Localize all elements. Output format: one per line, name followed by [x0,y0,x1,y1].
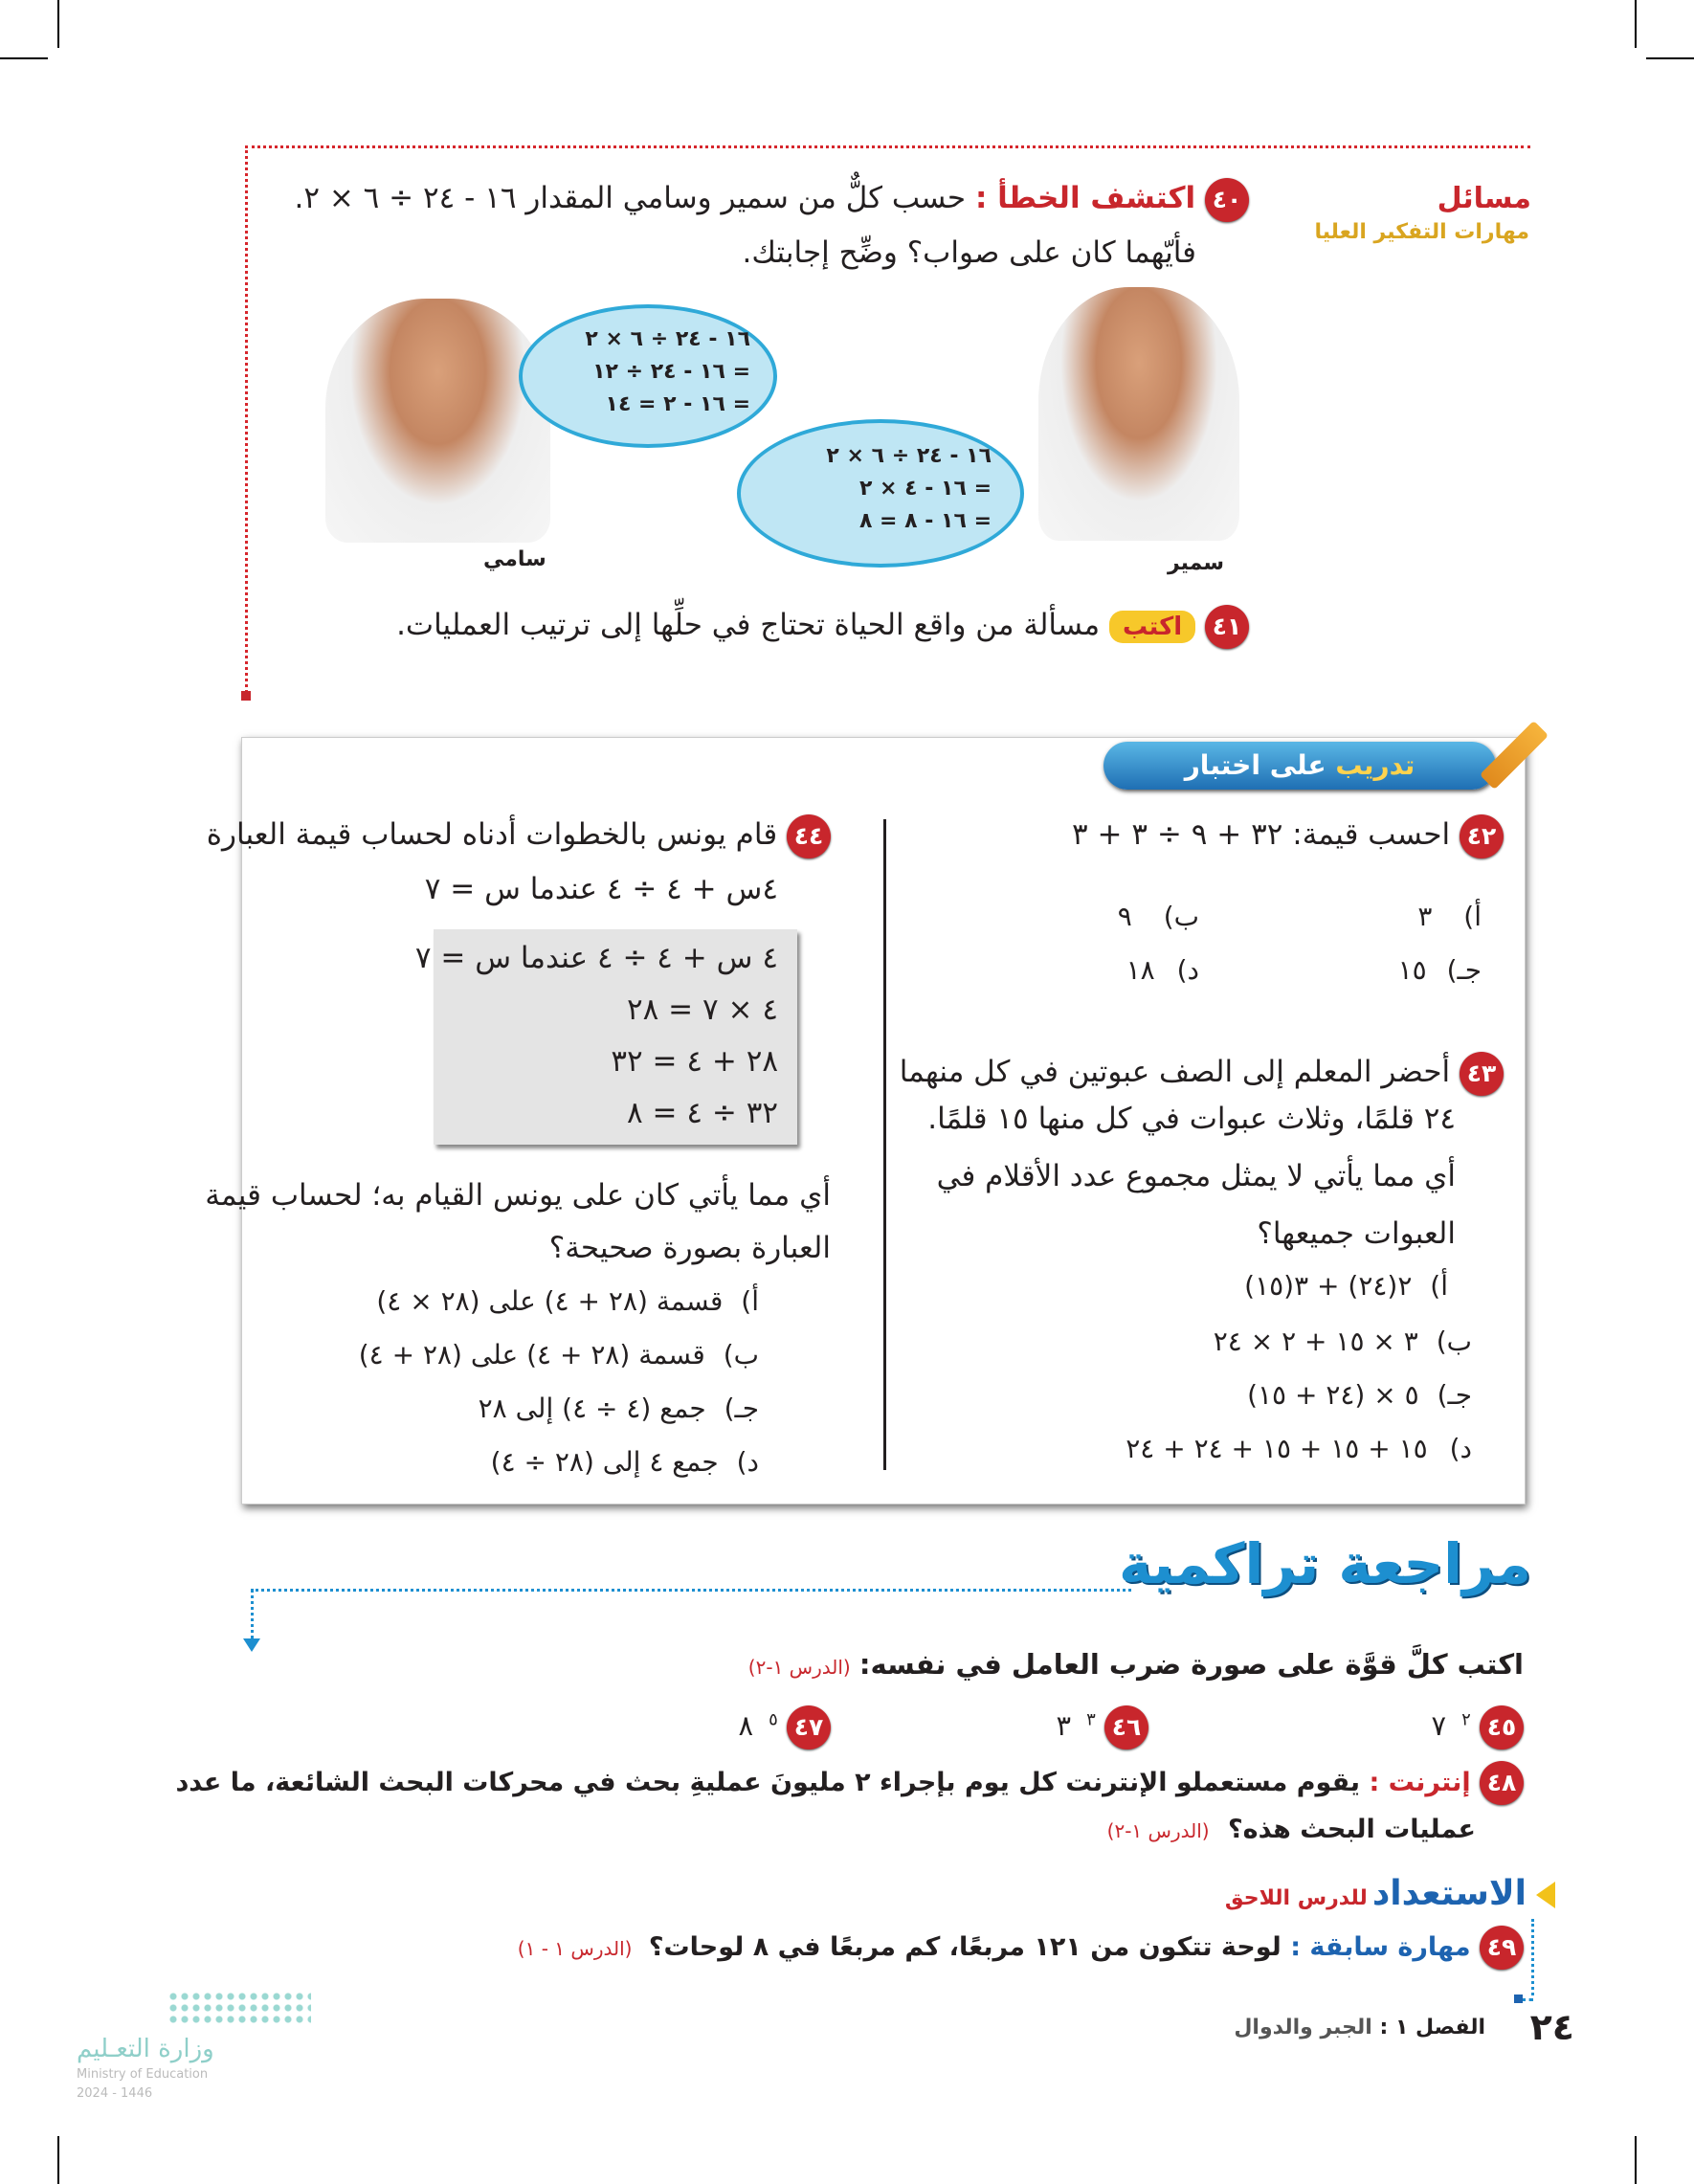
prep-dotted-line [1531,1919,1534,1995]
sami-step: = ١٦ - ٢ = ١٤ [605,392,750,416]
option-value: ٩ [1117,901,1132,932]
option-value: قسمة (٢٨ + ٤) على (٢٨ + ٤) [358,1339,705,1371]
prep-end-marker [1514,1995,1523,2003]
option-value: قسمة (٢٨ + ٤) على (٢٨ × ٤) [376,1285,724,1317]
option-value: ١٥ [1397,954,1427,986]
chevron-left-icon [1536,1882,1555,1908]
lesson-ref: (الدرس ١ - ١) [517,1937,633,1960]
power-base: ٧ [1431,1709,1447,1742]
question-number: ٤٣ [1460,1052,1504,1096]
lesson-ref: (الدرس ١-٢) [1106,1819,1210,1842]
review-title: مراجعة تراكمية [1119,1531,1531,1596]
option-value: ١٨ [1126,954,1155,986]
power-base: ٨ [738,1709,754,1742]
q43-line: أي مما يأتي لا يمثل مجموع عدد الأقلام في [936,1159,1456,1193]
question-number: ٤٢ [1460,814,1504,858]
review-item-45 [1432,1705,1524,1749]
q44-step: ٤ × ٧ = ٢٨ [627,992,778,1027]
prep-title-sub: للدرس اللاحق [1224,1886,1368,1910]
option-letter: ب) [1163,901,1199,932]
problem-40 [294,178,1249,222]
prep-title-main: الاستعداد [1371,1874,1527,1913]
option-value: ٣ × ١٥ + ٢ × ٢٤ [1213,1326,1418,1357]
option-letter: د) [1449,1433,1472,1464]
power-exponent: ٢ [1461,1709,1471,1730]
ministry-logo-icon [167,1991,311,2023]
ministry-name-ar: وزارة التعـليم [77,2035,214,2063]
option-letter: أ) [1463,901,1482,932]
q42-option[interactable] [1118,901,1199,932]
problem-number: ٤١ [1205,605,1249,649]
review-dotted-line-down [251,1589,254,1646]
prep-title [1225,1874,1527,1913]
question-42 [1072,814,1504,858]
question-text: احسب قيمة: ٣٢ + ٩ ÷ ٣ + ٣ [1072,817,1451,852]
problem-number: ٤٠ [1205,178,1249,222]
sami-speech-bubble [519,304,777,448]
problem-label: اكتشف الخطأ : [974,181,1196,215]
problem-text: عمليات البحث هذه؟ [1227,1815,1476,1844]
q43-option[interactable] [1244,1270,1448,1302]
crop-mark [1635,0,1637,48]
q44-expression: ٤س + ٤ ÷ ٤ عندما س = ٧ [424,872,778,906]
samir-name: سمير [1168,551,1225,575]
practice-test-panel [205,737,1526,1504]
question-text: قام يونس بالخطوات أدناه لحساب قيمة العبارة [206,817,778,852]
problem-number: ٤٨ [1480,1761,1524,1805]
review-item-46 [1057,1705,1148,1749]
question-43 [900,1044,1504,1100]
q44-steps-box [414,929,797,1145]
option-value: ٢(٢٤) + ٣(١٥) [1244,1270,1413,1302]
crop-mark [0,57,48,59]
lesson-ref: (الدرس ١-٢) [747,1656,851,1679]
option-value: ١٥ + ١٥ + ١٥ + ٢٤ + ٢٤ [1126,1433,1428,1464]
q42-option[interactable] [1126,954,1199,986]
problem-text: مسألة من واقع الحياة تحتاج في حلِّها إلى ترتيب العمليات. [396,608,1101,642]
question-number: ٤٤ [787,814,831,858]
sami-photo [325,299,550,543]
option-value: ٥ × (٢٤ + ١٥) [1247,1379,1419,1411]
crop-mark [1646,57,1694,59]
power-exponent: ٣ [1086,1709,1096,1730]
problem-label: إنترنت : [1369,1768,1471,1797]
samir-step: = ١٦ - ٨ = ٨ [858,509,992,533]
chapter-title: الجبر والدوال [1234,2016,1372,2039]
q44-step: ٤ س + ٤ ÷ ٤ عندما س = ٧ [414,941,778,975]
q44-option[interactable] [479,1393,759,1424]
page-number: ٢٤ [1529,2006,1574,2048]
sami-step: = ١٦ - ٢٤ ÷ ١٢ [592,360,750,384]
option-value: جمع ٤ إلى (٢٨ ÷ ٤) [490,1446,719,1478]
option-letter: أ) [1430,1270,1448,1302]
q44-option[interactable] [376,1285,759,1317]
ministry-name-en: Ministry of Education [77,2067,209,2082]
chapter-label [1234,2016,1485,2039]
problem-41 [396,605,1249,649]
prep-dotted-line-bottom [1522,1998,1533,2001]
samir-photo [1038,287,1239,541]
practice-title-bar [1103,742,1496,790]
q42-option[interactable] [1417,901,1482,932]
problem-text: لوحة تتكون من ١٢١ مربعًا، كم مربعًا في ٨ لوحات؟ [648,1932,1282,1962]
q44-question: العبارة بصورة صحيحة؟ [548,1231,831,1265]
review-instruction [748,1648,1524,1681]
option-letter: أ) [741,1285,759,1317]
problem-49 [518,1926,1524,1970]
problem-number: ٤٩ [1480,1926,1524,1970]
practice-title-2: على اختبار [1184,749,1326,781]
question-44 [207,814,831,858]
problem-40-line2: فأيّهما كان على صواب؟ وضِّح إجابتك. [742,235,1196,270]
chapter-number: الفصل ١ : [1379,2016,1485,2039]
problem-48 [175,1761,1524,1805]
option-letter: جـ) [724,1393,759,1424]
year-label: 2024 - 1446 [77,2086,153,2101]
samir-speech-bubble [737,419,1024,568]
crop-mark [57,2136,59,2184]
q44-option[interactable] [491,1446,759,1478]
sami-step: ١٦ - ٢٤ ÷ ٦ × ٢ [585,327,750,351]
question-text: أحضر المعلم إلى الصف عبوتين في كل منهما [899,1055,1451,1089]
q43-line: ٢٤ قلمًا، وثلاث عبوات في كل منها ١٥ قلمًا. [927,1102,1456,1136]
write-badge: اكتب [1109,611,1195,643]
problem-number: ٤٧ [787,1705,831,1749]
review-item-47 [739,1705,831,1749]
sami-name: سامي [483,547,546,571]
problem-label: مهارة سابقة : [1290,1932,1471,1962]
samir-step: ١٦ - ٢٤ ÷ ٦ × ٢ [826,444,992,468]
problem-48-line2 [1107,1815,1476,1844]
option-letter: جـ) [1446,954,1482,986]
power-exponent: ٥ [769,1709,778,1730]
option-letter: جـ) [1437,1379,1472,1411]
instruction-text: اكتب كلَّ قوَّة على صورة ضرب العامل في نفسه: [858,1648,1524,1681]
problem-text: حسب كلٌّ من سمير وسامي المقدار ١٦ - ٢٤ ÷ ٦ × ٢. [294,181,967,215]
crop-mark [57,0,59,48]
q43-option[interactable] [1247,1379,1472,1411]
q43-line: العبوات جميعها؟ [1257,1216,1456,1251]
option-letter: د) [736,1446,759,1478]
option-value: جمع (٤ ÷ ٤) إلى ٢٨ [478,1393,706,1424]
samir-step: = ١٦ - ٤ × ٢ [858,477,992,501]
section-subtitle: مهارات التفكير العليا [1314,220,1529,244]
power-base: ٣ [1056,1709,1072,1742]
option-letter: ب) [723,1339,759,1371]
review-dotted-line [251,1589,1131,1592]
practice-title-1: تدريب [1335,749,1415,781]
q44-step: ٢٨ + ٤ = ٣٢ [611,1044,778,1079]
section-title: مسائل [1437,182,1531,215]
option-value: ٣ [1417,901,1433,932]
q44-step: ٣٢ ÷ ٤ = ٨ [627,1096,778,1130]
problem-text: يقوم مستعملو الإنترنت كل يوم بإجراء ٢ مليونَ عمليةِ بحث في محركات البحث الشائعة، ما عدد [175,1768,1361,1797]
arrow-down-icon [243,1638,260,1652]
q42-option[interactable] [1398,954,1482,986]
frame-end-marker [241,691,251,701]
q43-option[interactable] [1126,1433,1472,1464]
q43-option[interactable] [1214,1326,1472,1357]
column-divider [883,819,886,1470]
crop-mark [1635,2136,1637,2184]
q44-option[interactable] [359,1339,759,1371]
option-letter: ب) [1436,1326,1472,1357]
problem-number: ٤٦ [1104,1705,1148,1749]
q44-question: أي مما يأتي كان على يونس القيام به؛ لحساب قيمة [205,1178,831,1213]
option-letter: د) [1176,954,1199,986]
problem-number: ٤٥ [1480,1705,1524,1749]
